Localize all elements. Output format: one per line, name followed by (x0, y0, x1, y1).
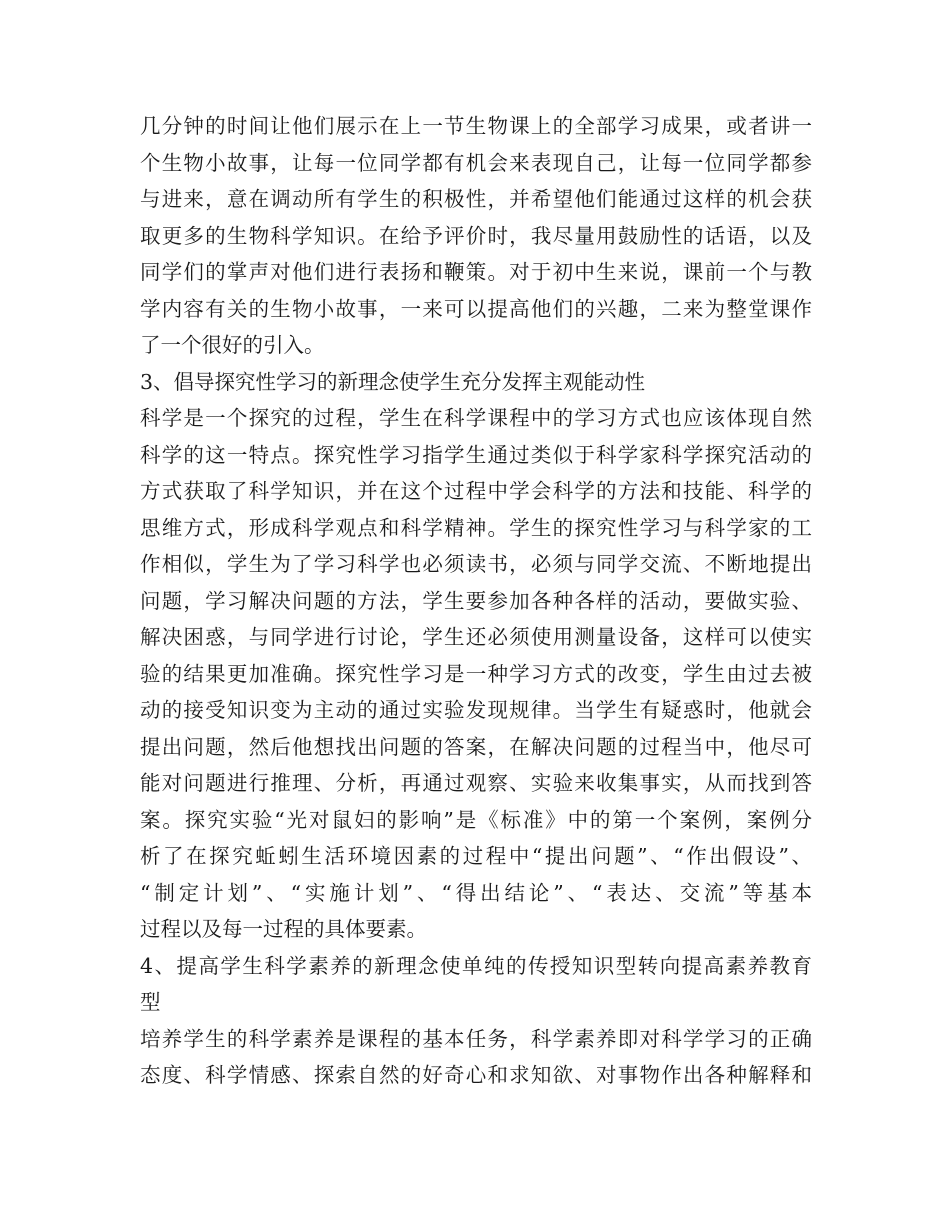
text-line: 作相似，学生为了学习科学也必须读书，必须与同学交流、不断地提出 (140, 552, 812, 576)
text-line: 过程以及每一过程的具体要素。 (140, 917, 427, 941)
section-heading: 4、提高学生科学素养的新理念使单纯的传授知识型转向提高素养教育 (140, 953, 812, 978)
text-line: 动的接受知识变为主动的通过实验发现规律。当学生有疑惑时，他就会 (140, 698, 812, 722)
text-line: 科学是一个探究的过程，学生在科学课程中的学习方式也应该体现自然 (140, 406, 812, 430)
text-line: 验的结果更加准确。探究性学习是一种学习方式的改变，学生由过去被 (140, 661, 812, 686)
text-line: 思维方式，形成科学观点和科学精神。学生的探究性学习与科学家的工 (140, 515, 812, 540)
section-heading: 3、倡导探究性学习的新理念使学生充分发挥主观能动性 (140, 369, 646, 394)
text-line: 几分钟的时间让他们展示在上一节生物课上的全部学习成果，或者讲一 (140, 114, 812, 138)
text-line: 案。探究实验“光对鼠妇的影响”是《标准》中的第一个案例，案例分 (140, 807, 812, 832)
text-line: 析了在探究蚯蚓生活环境因素的过程中“提出问题”、“作出假设”、 (140, 844, 812, 868)
text-line: 科学的这一特点。探究性学习指学生通过类似于科学家科学探究活动的 (140, 442, 812, 467)
text-line: 问题，学习解决问题的方法，学生要参加各种各样的活动，要做实验、 (140, 588, 812, 613)
text-line: 培养学生的科学素养是课程的基本任务，科学素养即对科学学习的正确 (140, 1026, 812, 1051)
text-line: 同学们的掌声对他们进行表扬和鞭策。对于初中生来说，课前一个与教 (140, 260, 812, 284)
text-line: 方式获取了科学知识，并在这个过程中学会科学的方法和技能、科学的 (140, 479, 812, 503)
text-line: “制定计划”、“实施计划”、“得出结论”、“表达、交流”等基本 (140, 880, 812, 905)
text-line: 学内容有关的生物小故事，一来可以提高他们的兴趣，二来为整堂课作 (140, 296, 812, 321)
text-line: 与进来，意在调动所有学生的积极性，并希望他们能通过这样的机会获 (140, 187, 812, 211)
text-line: 态度、科学情感、探索自然的好奇心和求知欲、对事物作出各种解释和 (140, 1063, 812, 1087)
text-line: 提出问题，然后他想找出问题的答案，在解决问题的过程当中，他尽可 (140, 734, 812, 759)
text-line: 取更多的生物科学知识。在给予评价时，我尽量用鼓励性的话语，以及 (140, 223, 812, 248)
text-line: 解决困惑，与同学进行讨论，学生还必须使用测量设备，这样可以使实 (140, 625, 812, 649)
text-line: 个生物小故事，让每一位同学都有机会来表现自己，让每一位同学都参 (140, 150, 812, 175)
text-line: 能对问题进行推理、分析，再通过观察、实验来收集事实，从而找到答 (140, 771, 812, 795)
text-line: 了一个很好的引入。 (140, 333, 325, 357)
section-heading-continued: 型 (140, 990, 161, 1014)
document-body (140, 108, 812, 1094)
